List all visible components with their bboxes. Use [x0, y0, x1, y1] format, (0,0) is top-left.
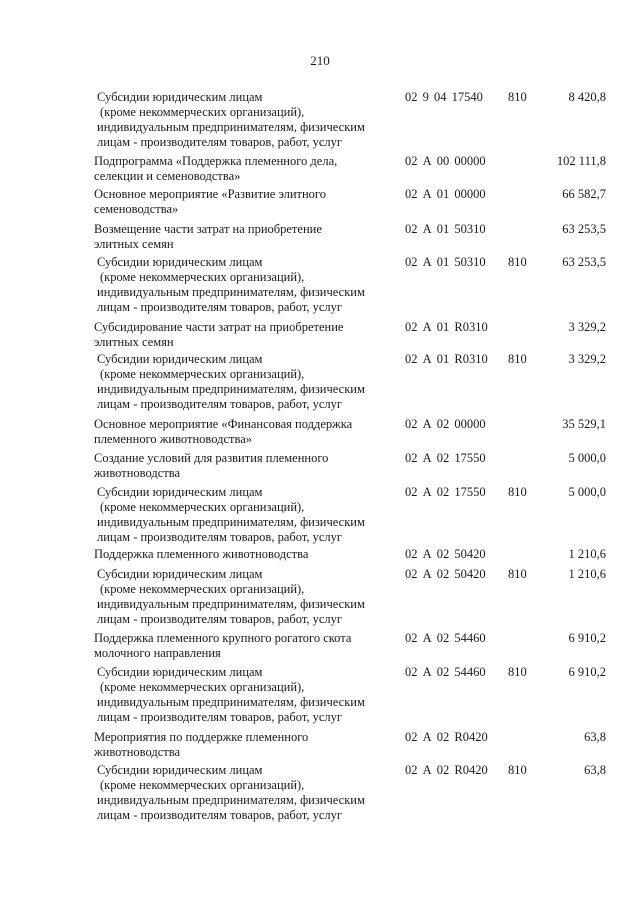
- row-name-line: Субсидии юридическим лицам: [97, 567, 263, 581]
- row-amount: 8 420,8: [568, 90, 606, 104]
- row-name: [94, 631, 394, 661]
- row-name-line: элитных семян: [94, 335, 174, 349]
- row-name-line: селекции и семеноводства»: [94, 169, 241, 183]
- row-name: [94, 187, 394, 217]
- row-name: [94, 451, 394, 481]
- row-name-line: Основное мероприятие «Финансовая поддержка: [94, 417, 353, 431]
- row-amount: 63,8: [584, 730, 606, 744]
- row-name-line: (кроме некоммерческих организаций),: [100, 680, 305, 694]
- row-code: 02 А 01 R0310: [405, 320, 488, 334]
- row-name-line: индивидуальным предпринимателям, физическим: [97, 695, 365, 709]
- row-name-line: Поддержка племенного животноводства: [94, 547, 309, 561]
- row-name-line: Субсидии юридическим лицам: [97, 763, 263, 777]
- row-name-line: (кроме некоммерческих организаций),: [100, 105, 305, 119]
- row-name-line: Субсидии юридическим лицам: [97, 90, 263, 104]
- row-code: 02 А 01 R0310: [405, 352, 488, 366]
- row-name: [94, 222, 394, 252]
- row-name: [97, 763, 397, 823]
- page-number: 210: [310, 53, 330, 68]
- row-amount: 6 910,2: [568, 631, 606, 645]
- row-type: 810: [508, 567, 527, 581]
- row-name: [94, 547, 394, 562]
- row-name-line: (кроме некоммерческих организаций),: [100, 367, 305, 381]
- row-name-line: (кроме некоммерческих организаций),: [100, 778, 305, 792]
- row-name-line: лицам - производителям товаров, работ, услуг: [97, 135, 343, 149]
- row-name: [97, 90, 397, 150]
- row-name-line: Субсидии юридическим лицам: [97, 485, 263, 499]
- row-name-line: Основное мероприятие «Развитие элитного: [94, 187, 326, 201]
- row-name-line: Субсидии юридическим лицам: [97, 352, 263, 366]
- row-type: 810: [508, 485, 527, 499]
- row-name-line: лицам - производителям товаров, работ, услуг: [97, 530, 343, 544]
- row-code: 02 А 01 00000: [405, 187, 486, 201]
- row-name-line: лицам - производителям товаров, работ, услуг: [97, 300, 343, 314]
- row-name-line: Поддержка племенного крупного рогатого скота: [94, 631, 352, 645]
- row-name-line: животноводства: [94, 745, 180, 759]
- row-name: [94, 730, 394, 760]
- row-name-line: Мероприятия по поддержке племенного: [94, 730, 309, 744]
- row-amount: 63,8: [584, 763, 606, 777]
- row-name-line: Субсидии юридическим лицам: [97, 665, 263, 679]
- row-code: 02 А 02 54460: [405, 631, 486, 645]
- row-code: 02 А 02 17550: [405, 451, 486, 465]
- row-name-line: индивидуальным предпринимателям, физическим: [97, 515, 365, 529]
- row-name-line: индивидуальным предпринимателям, физическим: [97, 120, 365, 134]
- row-name: [97, 255, 397, 315]
- row-name-line: лицам - производителям товаров, работ, услуг: [97, 710, 343, 724]
- row-name: [97, 567, 397, 627]
- row-name-line: (кроме некоммерческих организаций),: [100, 270, 305, 284]
- row-name: [94, 154, 394, 184]
- row-amount: 6 910,2: [568, 665, 606, 679]
- row-name-line: элитных семян: [94, 237, 174, 251]
- row-name-line: лицам - производителям товаров, работ, услуг: [97, 808, 343, 822]
- row-amount: 1 210,6: [568, 567, 606, 581]
- row-amount: 1 210,6: [568, 547, 606, 561]
- row-code: 02 А 02 17550: [405, 485, 486, 499]
- row-code: 02 А 01 50310: [405, 222, 486, 236]
- row-name-line: лицам - производителям товаров, работ, услуг: [97, 397, 343, 411]
- row-amount: 3 329,2: [568, 320, 606, 334]
- row-code: 02 А 02 00000: [405, 417, 486, 431]
- row-name-line: Подпрограмма «Поддержка племенного дела,: [94, 154, 338, 168]
- row-type: 810: [508, 665, 527, 679]
- row-code: 02 А 02 54460: [405, 665, 486, 679]
- row-amount: 63 253,5: [562, 255, 606, 269]
- row-name: [97, 352, 397, 412]
- row-name-line: племенного животноводства»: [94, 432, 252, 446]
- row-amount: 63 253,5: [562, 222, 606, 236]
- row-amount: 35 529,1: [562, 417, 606, 431]
- row-name-line: индивидуальным предпринимателям, физическим: [97, 793, 365, 807]
- row-amount: 3 329,2: [568, 352, 606, 366]
- row-name: [97, 485, 397, 545]
- row-name-line: Субсидии юридическим лицам: [97, 255, 263, 269]
- row-type: 810: [508, 90, 527, 104]
- row-code: 02 9 04 17540: [405, 90, 483, 104]
- row-name-line: молочного направления: [94, 646, 221, 660]
- row-code: 02 А 02 R0420: [405, 763, 488, 777]
- row-type: 810: [508, 763, 527, 777]
- row-amount: 66 582,7: [562, 187, 606, 201]
- row-name-line: лицам - производителям товаров, работ, услуг: [97, 612, 343, 626]
- row-name-line: животноводства: [94, 466, 180, 480]
- row-name-line: Субсидирование части затрат на приобретение: [94, 320, 344, 334]
- row-name: [94, 417, 394, 447]
- row-name-line: Возмещение части затрат на приобретение: [94, 222, 322, 236]
- row-type: 810: [508, 255, 527, 269]
- row-name-line: индивидуальным предпринимателям, физическим: [97, 285, 365, 299]
- row-name-line: индивидуальным предпринимателям, физическим: [97, 382, 365, 396]
- row-name-line: (кроме некоммерческих организаций),: [100, 500, 305, 514]
- row-name: [94, 320, 394, 350]
- row-code: 02 А 02 R0420: [405, 730, 488, 744]
- row-code: 02 А 02 50420: [405, 567, 486, 581]
- row-name-line: Создание условий для развития племенного: [94, 451, 329, 465]
- row-amount: 5 000,0: [568, 485, 606, 499]
- row-type: 810: [508, 352, 527, 366]
- row-amount: 102 111,8: [556, 154, 606, 168]
- row-code: 02 А 00 00000: [405, 154, 486, 168]
- row-name: [97, 665, 397, 725]
- row-code: 02 А 01 50310: [405, 255, 486, 269]
- row-amount: 5 000,0: [568, 451, 606, 465]
- row-code: 02 А 02 50420: [405, 547, 486, 561]
- row-name-line: индивидуальным предпринимателям, физическим: [97, 597, 365, 611]
- row-name-line: (кроме некоммерческих организаций),: [100, 582, 305, 596]
- row-name-line: семеноводства»: [94, 202, 179, 216]
